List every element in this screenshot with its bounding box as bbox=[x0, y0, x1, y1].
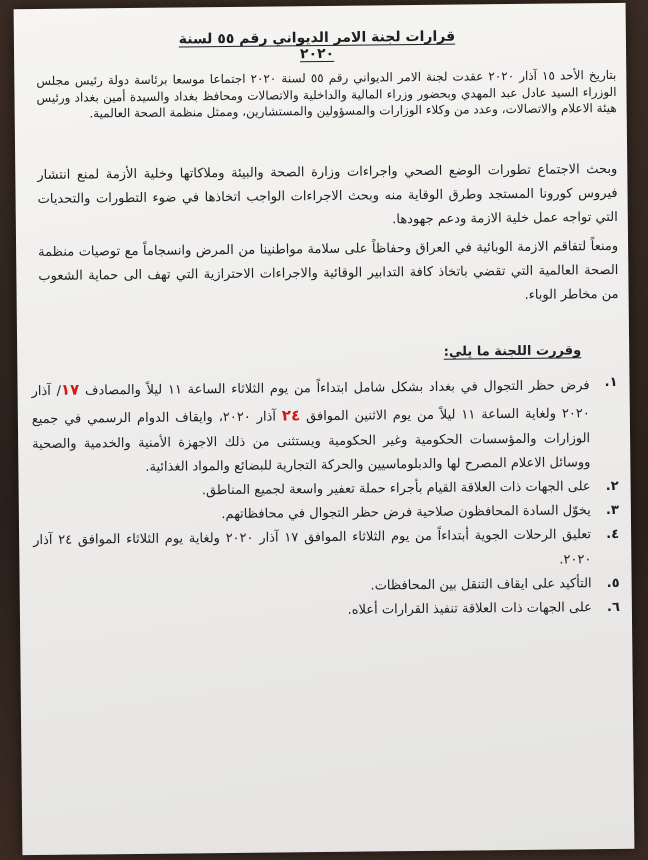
decision-number: ٢. bbox=[605, 479, 619, 495]
decision-item-6 bbox=[34, 596, 624, 626]
decision-text-part: / آذار ٢٠٢٠ ولغاية الساعة ١١ ليلاً من يوم الاثنين الموافق bbox=[31, 383, 590, 425]
decisions-heading: وقررت اللجنة ما يلي: bbox=[443, 343, 582, 360]
decision-item-1 bbox=[31, 371, 622, 481]
decision-number: ٦. bbox=[606, 599, 620, 616]
handwritten-date-end: ٢٤ bbox=[281, 406, 301, 425]
document bbox=[14, 3, 626, 618]
document-title: قرارات لجنة الامر الديواني رقم ٥٥ لسنة ٢٠٢٠ bbox=[178, 28, 456, 63]
decision-number: ٤. bbox=[606, 527, 620, 543]
decision-number: ٣. bbox=[605, 503, 619, 519]
paragraph-prevention: ومنعاً لتفاقم الازمة الوبائية في العراق وحفاظاً على سلامة مواطنينا من المرض وانسجاماً مع توصيات منظمة الصحة العالمية التي تقضي باتخاذ كافة التدابير الوقائية والاجراءات الاحترازية التي تهف الى حماية الشعوب من مخاطر الوباء. bbox=[38, 238, 619, 303]
paragraph-meeting: بتاريخ الأحد ١٥ آذار ٢٠٢٠ عقدت لجنة الامر الديواني رقم ٥٥ لسنة ٢٠٢٠ اجتماعا موسعا برئاسة دولة رئيس مجلس الوزراء السيد عادل عبد المهدي وبحضور وزراء المالية والداخلية والاتصالات ومحافظ بغداد والسيدة أمين بغداد ورئيس هيئة الاعلام والاتصالات، وعدد من وكلاء الوزارات والمسؤولين والمستشارين، وممثل منظمة الصحة العالمية. bbox=[36, 67, 617, 121]
paragraph-discussion: وبحث الاجتماع تطورات الوضع الصحي واجراءات وزارة الصحة والبيئة وملاكاتها وخلية الأزمة لمنع انتشار فيروس كورونا المستجد وطرق الوقاية منه وبحث الاجراءات الواجب اتخاذها في ضوء التطورات والتحديات التي تواجه عمل خلية الازمة ودعم جهودها. bbox=[37, 161, 618, 228]
decision-number: ١. bbox=[604, 374, 618, 391]
decision-text: التأكيد على ايقاف التنقل بين المحافظات. bbox=[370, 576, 592, 594]
decision-text: يخوّل السادة المحافظون صلاحية فرض حظر التجوال في محافظاتهم. bbox=[221, 503, 591, 523]
decision-text: تعليق الرحلات الجوية أبتداءاً من يوم الثلاثاء الموافق ١٧ آذار ٢٠٢٠ ولغاية يوم الثلاثاء الموافق ٢٤ آذار ٢٠٢٠. bbox=[33, 527, 592, 568]
decisions-list bbox=[31, 371, 624, 626]
decision-item-4 bbox=[33, 523, 623, 578]
decision-text: على الجهات ذات العلاقة تنفيذ القرارات أعلاه. bbox=[347, 600, 592, 618]
paper-sheet bbox=[14, 3, 635, 855]
decision-text-part: فرض حظر التجوال في بغداد بشكل شامل ابتداءاً من يوم الثلاثاء الساعة ١١ ليلاً والمصادف bbox=[79, 378, 590, 399]
decision-text-part: آذار ٢٠٢٠، وايقاف الدوام الرسمي في جميع الوزارات والمؤسسات الحكومية وغير الحكومية ويستثنى من ذلك الاجهزة الأمنية والخدمية والصحية ووسائل الاعلام المصرح لها والدبلوماسيين والحركة التجارية للبضائع والمواد الغذائية. bbox=[31, 409, 591, 475]
decision-text: على الجهات ذات العلاقة القيام بأجراء حملة تعفير واسعة لجميع المناطق. bbox=[201, 479, 591, 499]
handwritten-date-start: ١٧ bbox=[60, 380, 80, 399]
decision-number: ٥. bbox=[606, 575, 620, 591]
